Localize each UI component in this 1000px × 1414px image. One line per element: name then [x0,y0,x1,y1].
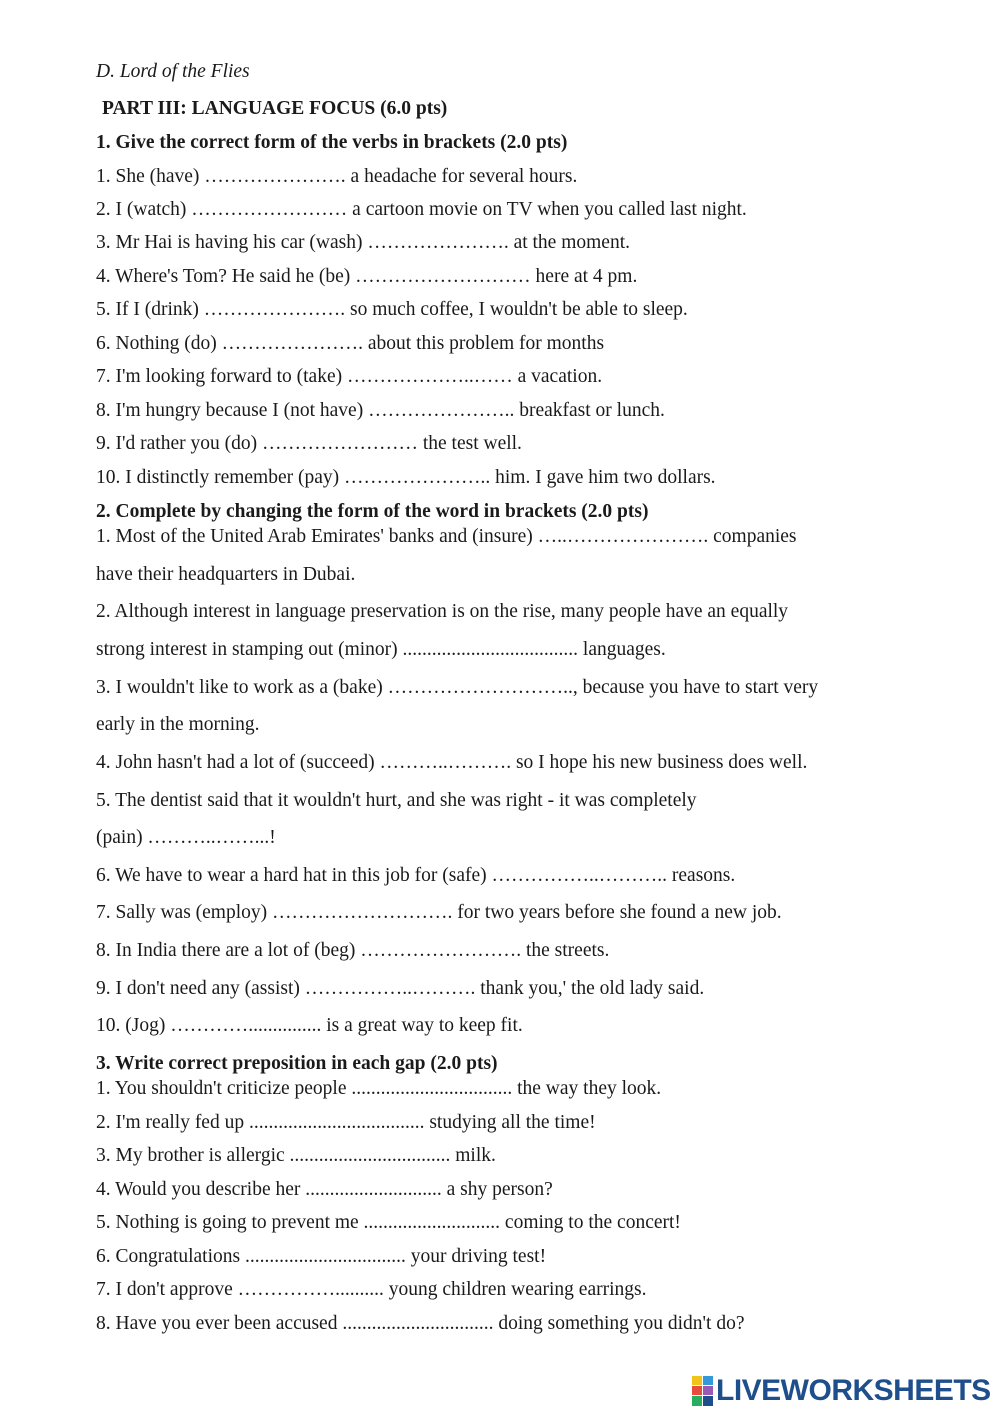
section2-line: have their headquarters in Dubai. [96,564,356,585]
section2-line: 10. (Jog) …………............... is a great way to keep fit. [96,1015,523,1036]
section3-item: 5. Nothing is going to prevent me ............................ coming to the concert! [96,1212,681,1233]
option-d: D. Lord of the Flies [96,61,250,82]
section3-item: 3. My brother is allergic ................................. milk. [96,1145,496,1166]
section2-line: (pain) ………..……...! [96,827,276,848]
section2-line: 1. Most of the United Arab Emirates' banks and (insure) …..…………………. companies [96,526,797,547]
section2-line: 3. I wouldn't like to work as a (bake) ……………………….., because you have to start very [96,677,819,698]
section1-item: 6. Nothing (do) …………………. about this problem for months [96,333,605,354]
section1-item: 3. Mr Hai is having his car (wash) …………………. at the moment. [96,232,630,253]
section2-line: 7. Sally was (employ) ………………………. for two years before she found a new job. [96,902,782,923]
section2-heading: 2. Complete by changing the form of the word in brackets (2.0 pts) [96,501,649,522]
section3-item: 1. You shouldn't criticize people ................................. the way they look. [96,1078,662,1099]
liveworksheets-logo [692,1374,991,1408]
section2-line: strong interest in stamping out (minor) .................................... languages. [96,639,666,660]
section1-item: 10. I distinctly remember (pay) ………………….. him. I gave him two dollars. [96,467,716,488]
section3-heading: 3. Write correct preposition in each gap (2.0 pts) [96,1053,498,1074]
section1-item: 5. If I (drink) …………………. so much coffee, I wouldn't be able to sleep. [96,299,688,320]
section1-item: 2. I (watch) …………………… a cartoon movie on TV when you called last night. [96,199,747,220]
section2-line: 8. In India there are a lot of (beg) ……………………. the streets. [96,940,610,961]
part-heading: PART III: LANGUAGE FOCUS (6.0 pts) [102,98,448,119]
liveworksheets-wordmark: LIVEWORKSHEETS [716,1374,991,1407]
section1-item: 7. I'm looking forward to (take) ………………..…… a vacation. [96,366,603,387]
section2-line: 5. The dentist said that it wouldn't hurt, and she was right - it was completely [96,790,697,811]
section1-item: 1. She (have) …………………. a headache for several hours. [96,166,578,187]
section1-item: 8. I'm hungry because I (not have) ………………….. breakfast or lunch. [96,400,665,421]
section2-line: 9. I don't need any (assist) ……………..………. thank you,' the old lady said. [96,978,705,999]
section3-item: 8. Have you ever been accused ............................... doing something you didn't do? [96,1313,745,1334]
section3-item: 2. I'm really fed up .................................... studying all the time! [96,1112,596,1133]
section2-line: 2. Although interest in language preservation is on the rise, many people have an equally [96,601,789,622]
section2-line: early in the morning. [96,714,260,735]
section2-line: 6. We have to wear a hard hat in this job for (safe) ……………..……….. reasons. [96,865,736,886]
section3-item: 4. Would you describe her ............................ a shy person? [96,1179,553,1200]
section1-heading: 1. Give the correct form of the verbs in brackets (2.0 pts) [96,132,568,153]
section3-item: 6. Congratulations ................................. your driving test! [96,1246,547,1267]
liveworksheets-mark-icon [692,1376,714,1406]
section3-item: 7. I don't approve …………….......... young children wearing earrings. [96,1279,647,1300]
section1-item: 9. I'd rather you (do) …………………… the test well. [96,433,522,454]
section2-line: 4. John hasn't had a lot of (succeed) ………..………. so I hope his new business does well. [96,752,808,773]
section1-item: 4. Where's Tom? He said he (be) ……………………… here at 4 pm. [96,266,638,287]
